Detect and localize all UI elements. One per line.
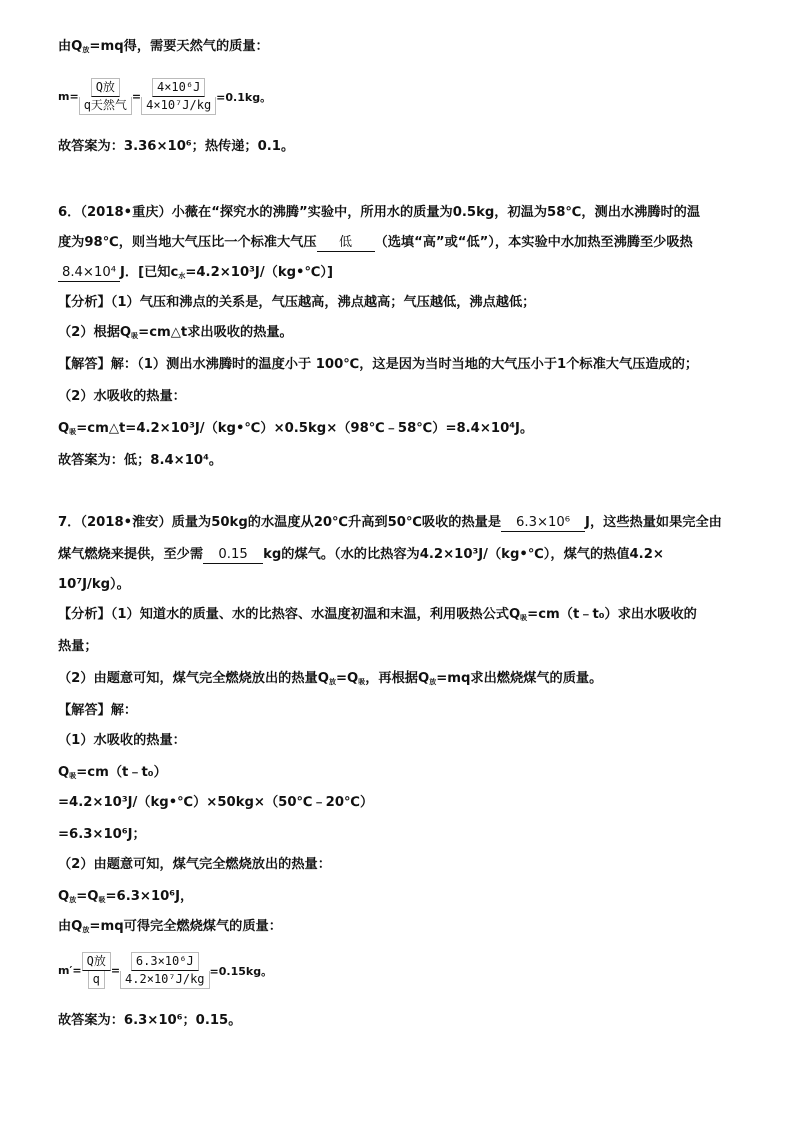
fraction: $\frac{\text{4×10⁶J}}{\text{4×10⁷J/kg}}$ xyxy=(141,78,216,115)
q7-line3: 10⁷J/kg）。 xyxy=(58,577,130,592)
sec5-intro: 由$Q_放=mq$得，需要天然气的质量： xyxy=(58,39,269,54)
formula-result: =0.1kg。 xyxy=(216,90,272,104)
q7-solution-head: 【解答】解： xyxy=(58,703,138,718)
q6-answer-blank-1: 低 xyxy=(317,235,375,252)
q7-s6: $Q_放=Q_吸=6.3\times 10^6J$， xyxy=(58,889,194,904)
sec5-formula: m= $\frac{\text{Q放}}{\text{q天然气}}$ = $\frac{\text{4×10⁶J}}{\text{4×10⁷J/kg}}$ =0.1kg。 xyxy=(58,78,271,115)
q6-analysis-2: （2）根据$Q_吸=cm\triangle t$求出吸收的热量。 xyxy=(58,325,293,340)
q7-line2: 煤气燃烧来提供，至少需 0.15 kg的煤气。（水的比热容为4.2×10³J/（kg•℃），煤气的热值4.2× xyxy=(58,547,664,562)
formula-result: =0.15kg。 xyxy=(209,964,273,978)
q6-solution-1: 【解答】解：（1）测出水沸腾时的温度小于 100℃，这是因为当时当地的大气压小于1个标准大气压造成的； xyxy=(58,357,699,372)
sec5-answer: 故答案为：3.36×10⁶；热传递；0.1。 xyxy=(58,139,295,154)
fraction: $\frac{\text{6.3×10⁶J}}{\text{4.2×10⁷J/kg}}$ xyxy=(120,952,209,989)
fraction: $\frac{\text{Q放}}{q}$ xyxy=(82,952,111,989)
q7-answer: 故答案为：6.3×10⁶；0.15。 xyxy=(58,1013,242,1028)
q7-formula: m′= $\frac{\text{Q放}}{q}$ = $\frac{\text{6.3×10⁶J}}{\text{4.2×10⁷J/kg}}$ =0.15kg。 xyxy=(58,952,272,989)
q7-s7: 由$Q_放=mq$可得完全燃烧煤气的质量： xyxy=(58,919,282,934)
formula-label: m′= xyxy=(58,964,82,977)
q6-answer-blank-2: 8.4×10⁴ xyxy=(58,265,120,282)
q6-line2: 度为98℃，则当地大气压比一个标准大气压 低 （选填“高”或“低”），本实验中水加热至沸腾至少吸热 xyxy=(58,235,693,250)
q7-analysis-2: （2）由题意可知，煤气完全燃烧放出的热量$Q_放=Q_吸$，再根据$Q_放=mq$求出燃烧煤气的质量。 xyxy=(58,671,603,686)
q6-answer: 故答案为：低；8.4×10⁴。 xyxy=(58,453,223,468)
q6-analysis-1: 【分析】（1）气压和沸点的关系是，气压越高，沸点越高；气压越低，沸点越低； xyxy=(58,295,536,310)
q7-answer-blank-1: 6.3×10⁶ xyxy=(501,515,585,532)
q7-analysis-1-cont: 热量； xyxy=(58,639,98,654)
q7-s4: =6.3×10⁶J； xyxy=(58,827,146,842)
q7-s1: （1）水吸收的热量： xyxy=(58,733,186,748)
q7-s5: （2）由题意可知，煤气完全燃烧放出的热量： xyxy=(58,857,331,872)
q7-s3: =4.2×10³J/（kg•℃）×50kg×（50℃﹣20℃） xyxy=(58,795,374,810)
formula-label: m= xyxy=(58,90,79,103)
q6-solution-2: （2）水吸收的热量： xyxy=(58,389,186,404)
q7-analysis-1: 【分析】（1）知道水的质量、水的比热容、水温度初温和末温，利用吸热公式$Q_吸=cm(t﹣t_0)$求出水吸收的 xyxy=(58,607,697,622)
q7-answer-blank-2: 0.15 xyxy=(203,547,263,564)
q6-line1: 6．（2018•重庆）小薇在“探究水的沸腾”实验中，所用水的质量为0.5kg，初温为58℃，测出水沸腾时的温 xyxy=(58,205,701,220)
q6-calc: $Q_吸=cm\triangle t=4.2\times 10^3J/(kg•℃)\times 0.5kg\times(98℃﹣58℃)=8.4\times 10^4J$。 xyxy=(58,421,534,436)
q6-line3: 8.4×10⁴ J．[已知$c_水=4.2\times 10^3J/(kg•℃)$] xyxy=(58,264,333,285)
q7-line1: 7．（2018•淮安）质量为50kg的水温度从20℃升高到50℃吸收的热量是 6.3×10⁶ J，这些热量如果完全由 xyxy=(58,515,722,530)
fraction: $\frac{\text{Q放}}{\text{q天然气}}$ xyxy=(79,78,132,115)
q7-s2: $Q_吸=cm(t﹣t_0)$ xyxy=(58,765,167,780)
